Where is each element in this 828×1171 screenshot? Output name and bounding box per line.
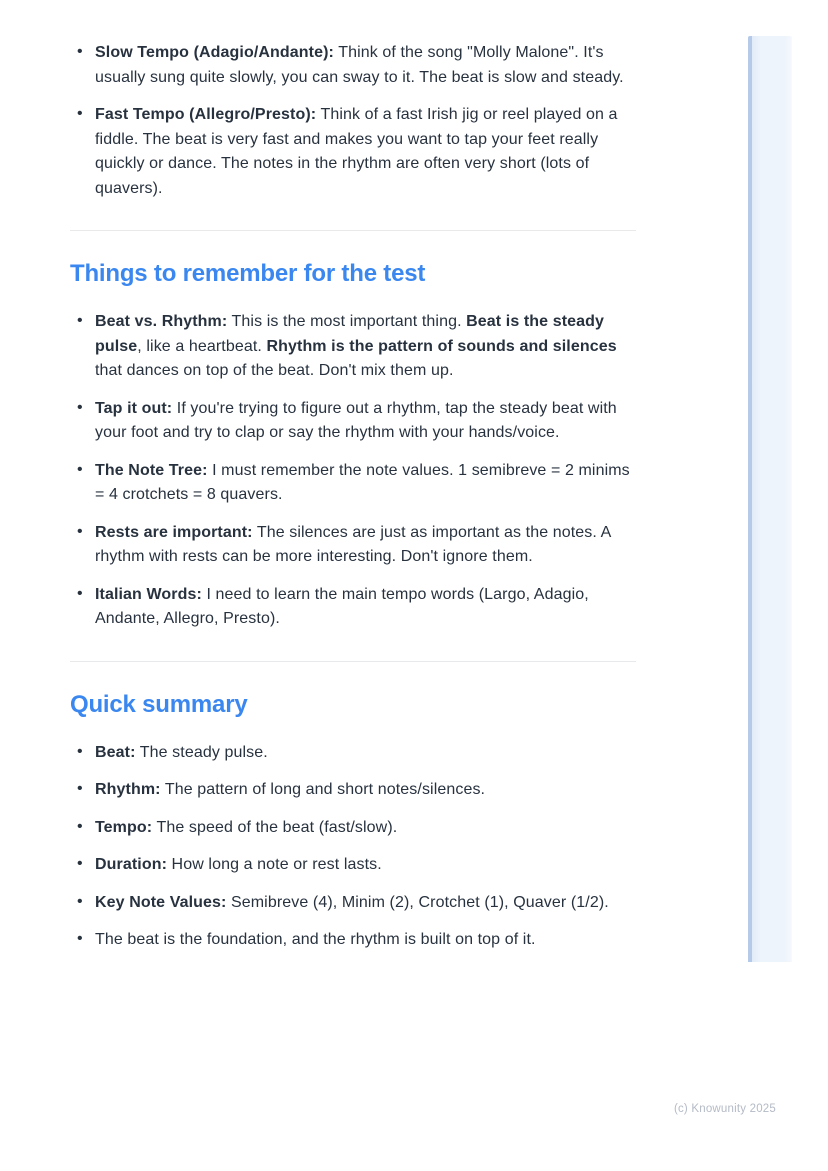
list-item-text: The pattern of long and short notes/silences. [160, 781, 486, 798]
section-heading-remember: Things to remember for the test [70, 260, 426, 287]
list-item-lead: Rests are important: [95, 523, 253, 541]
list-item-lead: Duration: [95, 856, 168, 873]
list-item [70, 928, 636, 953]
list-item [70, 459, 636, 508]
list-item-text: The silences are just as important as the notes. A rhythm with rests can be more interesting. Don't ignore them. [95, 523, 611, 565]
document-content [70, 0, 636, 953]
remember-list [70, 310, 636, 632]
list-item-text: How long a note or rest lasts. [167, 856, 382, 873]
list-item-text: The steady pulse. [135, 743, 268, 761]
list-item-text: Think of the song "Molly Malone". It's usually sung quite slowly, you can sway to it. The beat is slow and steady. [95, 44, 624, 86]
list-item-lead: Rhythm: [95, 781, 161, 798]
list-item-lead: Tap it out: [95, 399, 173, 417]
list-item [70, 853, 636, 878]
list-item [70, 521, 636, 570]
list-item-lead: Key Note Values: [95, 893, 227, 911]
list-item-text: This is the most important thing. [227, 313, 467, 330]
list-item-text: The beat is the foundation, and the rhythm is built on top of it. [95, 931, 536, 948]
list-item-text: , like a heartbeat. [137, 337, 267, 355]
list-item-lead: Beat vs. Rhythm: [95, 313, 228, 330]
list-item-text: The speed of the beat (fast/slow). [152, 818, 398, 836]
list-item-lead: Beat: [95, 743, 136, 761]
summary-list [70, 741, 636, 953]
list-item [70, 310, 636, 384]
list-item-lead: Italian Words: [95, 585, 202, 603]
list-item [70, 891, 636, 916]
list-item-text: If you're trying to figure out a rhythm, tap the steady beat with your foot and try to clap or say the rhythm with your hands/voice. [95, 399, 617, 441]
list-item-lead: Beat is the steady pulse [95, 313, 605, 355]
list-item-lead: Slow Tempo (Adagio/Andante): [95, 44, 334, 61]
list-item-text: Semibreve (4), Minim (2), Crotchet (1), Quaver (1/2). [226, 893, 609, 911]
footer-copyright: (c) Knowunity 2025 [673, 1103, 776, 1115]
list-item-text: Think of a fast Irish jig or reel played on a fiddle. The beat is very fast and makes you want to tap your feet really quickly or dance. The notes in the rhythm are often very short (lots of quavers). [95, 106, 618, 197]
list-item-text: that dances on top of the beat. Don't mix them up. [95, 362, 454, 379]
list-item [70, 778, 636, 803]
list-item [70, 397, 636, 446]
scrollbar-track[interactable] [748, 36, 792, 962]
section-divider [70, 661, 636, 662]
list-item-lead: Tempo: [95, 818, 153, 836]
tempo-examples-list [70, 41, 636, 201]
list-item-text: I must remember the note values. 1 semibreve = 2 minims = 4 crotchets = 8 quavers. [95, 461, 630, 503]
section-divider [70, 230, 636, 231]
list-item-lead: Fast Tempo (Allegro/Presto): [95, 106, 317, 123]
section-heading-summary: Quick summary [70, 690, 248, 718]
list-item [70, 583, 636, 632]
list-item-lead: The Note Tree: [95, 461, 208, 479]
list-item-text: I need to learn the main tempo words (Largo, Adagio, Andante, Allegro, Presto). [95, 585, 589, 627]
list-item [70, 741, 636, 766]
list-item [70, 103, 636, 201]
list-item-lead: Rhythm is the pattern of sounds and silences [266, 337, 617, 355]
list-item [70, 41, 636, 90]
list-item [70, 816, 636, 841]
